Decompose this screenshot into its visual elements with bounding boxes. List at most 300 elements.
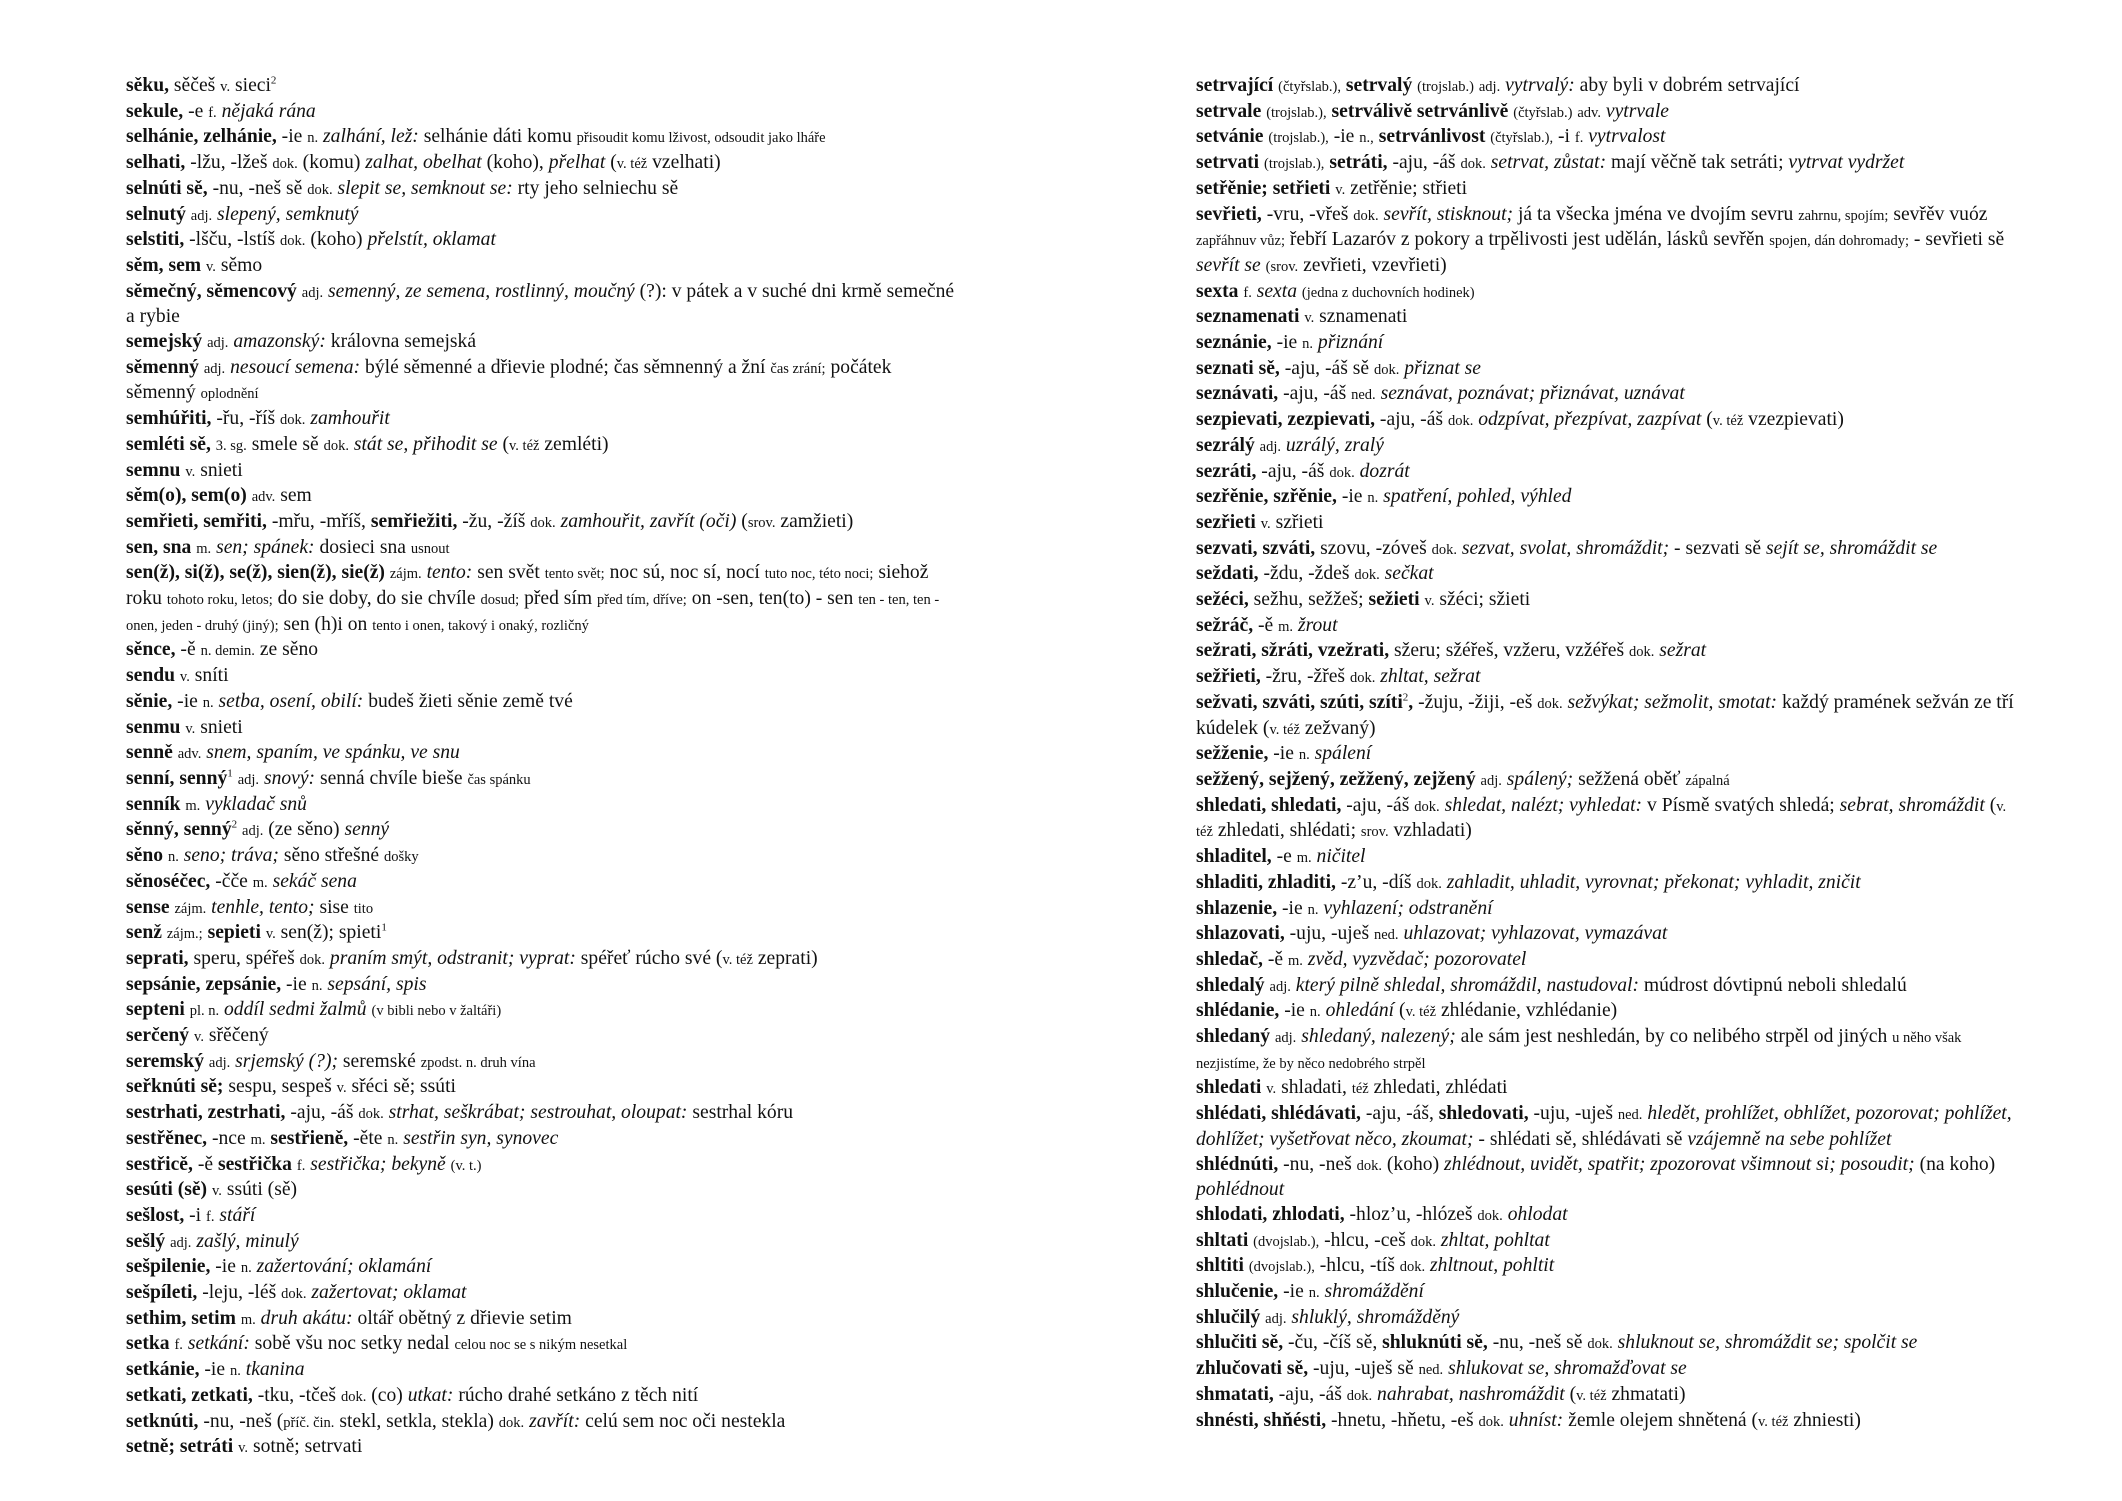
headword: senž xyxy=(126,922,162,944)
entry-text: sřěčený xyxy=(208,1025,269,1047)
headword: sense xyxy=(126,896,170,918)
grammar-note: dok. xyxy=(1447,413,1474,430)
headword: sežženie, xyxy=(1196,743,1269,765)
headword: sezvati, szváti, xyxy=(1196,537,1316,559)
entry-text: -žuju, -žiji, -eš xyxy=(1418,691,1533,713)
definition: seno; tráva; xyxy=(183,845,279,867)
definition: amazonský: xyxy=(233,331,326,353)
dictionary-entry xyxy=(126,1435,956,1461)
grammar-note: tento i onen, takový i onaký, rozličný xyxy=(372,617,589,634)
grammar-note: (v. t.) xyxy=(450,1157,482,1174)
headword: sešlost, xyxy=(126,1204,185,1226)
dictionary-entry xyxy=(126,459,956,485)
headword: senně xyxy=(126,742,173,764)
grammar-note: (trojslab.) xyxy=(1417,79,1474,95)
definition: sestřička; bekyně xyxy=(310,1153,446,1175)
entry-text: (koho) xyxy=(1386,1153,1440,1175)
definition: praním smýt, odstranit; vyprat: xyxy=(329,947,576,969)
definition: snový: xyxy=(263,767,316,789)
grammar-note: dok. xyxy=(307,181,333,198)
entry-text: -ie xyxy=(286,973,307,995)
entry-text: (na koho) xyxy=(1919,1153,1996,1175)
definition: uhníst: xyxy=(1508,1409,1564,1431)
grammar-note: dok. xyxy=(1349,670,1376,687)
definition: zhlédnout, uvidět, spatřit; zpozorovat všimnout si; posoudit; xyxy=(1444,1153,1915,1175)
entry-text: zamžieti) xyxy=(780,510,854,532)
headword: shledati xyxy=(1196,1077,1262,1099)
headword: shledalý xyxy=(1196,974,1265,996)
headword: semřiežiti, xyxy=(370,510,458,532)
headword: sešpilenie, xyxy=(126,1256,211,1278)
definition: nějaká rána xyxy=(221,100,316,122)
grammar-note: dok. xyxy=(281,1286,307,1303)
grammar-note: dok. xyxy=(1354,567,1380,584)
grammar-note: ned. xyxy=(1418,1362,1444,1379)
grammar-note: dok. xyxy=(1356,1157,1382,1174)
grammar-note: dok. xyxy=(1410,1233,1437,1250)
entry-text: szovu, -zóveš xyxy=(1320,537,1427,559)
dictionary-entry xyxy=(126,100,956,126)
entry-text: -nu, -neš xyxy=(1283,1153,1352,1175)
entry-text: sieci xyxy=(235,75,271,96)
grammar-note: ned. xyxy=(1617,1107,1643,1124)
grammar-note: n. xyxy=(1307,901,1319,918)
dictionary-entry xyxy=(126,125,956,151)
entry-text: ale sám jest neshledán, by co nelibého strpěl od jiných xyxy=(1460,1026,1888,1048)
entry-text: ( xyxy=(1399,1000,1406,1022)
headword: seždati, xyxy=(1196,563,1259,585)
grammar-note: adj. xyxy=(301,284,324,301)
definition: sebrat, shromáždit xyxy=(1839,794,1985,816)
definition: shledaný, nalezený; xyxy=(1301,1026,1456,1048)
grammar-note: v. xyxy=(212,1183,222,1200)
entry-text: sníti xyxy=(194,665,229,687)
definition: senný xyxy=(344,819,390,841)
definition: tento: xyxy=(426,562,473,584)
dictionary-entry xyxy=(126,1050,956,1076)
grammar-note: v. též xyxy=(1269,721,1300,738)
dictionary-entry xyxy=(126,74,956,100)
grammar-note: v. též xyxy=(722,951,753,968)
dictionary-entry xyxy=(126,921,956,947)
dictionary-entry xyxy=(1196,1076,2026,1102)
entry-text: snieti xyxy=(200,459,243,481)
entry-text: -ie xyxy=(1283,1281,1304,1303)
definition: zhltat, sežrat xyxy=(1380,666,1481,688)
dictionary-entry xyxy=(1196,485,2026,511)
entry-text: -ěte xyxy=(353,1127,383,1149)
entry-text: ( xyxy=(610,152,617,174)
headword: selnutý xyxy=(126,203,186,225)
entry-text: -hlcu, -tíš xyxy=(1319,1255,1395,1277)
definition: sekáč sena xyxy=(272,870,357,892)
entry-text: -tku, -tčeš xyxy=(257,1384,337,1406)
dictionary-entry xyxy=(1196,408,2026,434)
dictionary-entry xyxy=(126,407,956,433)
dictionary-entry xyxy=(126,1255,956,1281)
grammar-note: v. xyxy=(1266,1081,1277,1098)
grammar-note: adj. xyxy=(1480,772,1502,789)
entry-text: noc sú, noc sí, nocí xyxy=(609,562,760,584)
definition: přiznání xyxy=(1317,332,1384,354)
dictionary-entry xyxy=(126,1307,956,1333)
definition: který pilně shledal, shromáždil, nastudoval: xyxy=(1295,974,1639,996)
entry-text: každý pramének sežván ze tří kúdelek ( xyxy=(1196,691,2014,739)
dictionary-entry xyxy=(126,1410,956,1436)
dictionary-entry xyxy=(126,664,956,690)
entry-text: před sím xyxy=(524,588,593,610)
dictionary-entry xyxy=(1196,1102,2026,1152)
entry-text: sestrhal kóru xyxy=(692,1102,794,1124)
grammar-note: adj. xyxy=(1274,1030,1297,1047)
dictionary-entry xyxy=(1196,382,2026,408)
dictionary-entry xyxy=(126,254,956,280)
definition: zahladit, uhladit, vyrovnat; překonat; vyhladit, zničit xyxy=(1446,871,1861,893)
entry-text: -ie xyxy=(1284,1000,1305,1022)
definition: zalhat, obelhat xyxy=(365,152,482,174)
entry-text: -e xyxy=(188,100,204,122)
entry-text: sžeru; sžéřeš, vzžeru, vzžéřeš xyxy=(1394,640,1625,662)
entry-text: shladati, xyxy=(1281,1077,1347,1099)
grammar-note: před tím, dříve; xyxy=(597,592,687,609)
entry-text: mají věčně tak setráti; xyxy=(1611,152,1784,174)
entry-text: (komu) xyxy=(302,152,361,174)
entry-text: -nu, -neš ( xyxy=(203,1410,284,1432)
definition: setba, osení, obilí: xyxy=(218,690,364,712)
entry-text: -hlcu, -ceš xyxy=(1324,1229,1406,1251)
entry-text: dosieci sna xyxy=(319,536,406,558)
grammar-note: příč. čin. xyxy=(283,1414,335,1431)
dictionary-entry xyxy=(126,484,956,510)
entry-text: sěmo xyxy=(220,254,263,276)
dictionary-entry xyxy=(126,1075,956,1101)
superscript-index: 2 xyxy=(270,74,277,87)
dictionary-entry xyxy=(1196,794,2026,845)
headword: sěnoséčec, xyxy=(126,870,211,892)
entry-text: aby byli v dobrém setrvající xyxy=(1579,75,1800,96)
definition: semenný, ze semena, rostlinný, moučný xyxy=(328,280,635,302)
grammar-note: n. xyxy=(167,849,179,866)
headword: sestřicě, xyxy=(126,1153,193,1175)
headword: sen(ž), si(ž), se(ž), sien(ž), sie(ž) xyxy=(126,562,385,584)
definition: ničitel xyxy=(1316,846,1366,868)
definition: zvěd, vyzvědač; pozorovatel xyxy=(1307,948,1527,970)
headword: setrvánlivost xyxy=(1378,126,1486,148)
headword: sexta xyxy=(1196,280,1239,302)
headword: seřknúti sě; xyxy=(126,1076,224,1098)
entry-text: -aju, -áš xyxy=(290,1102,354,1124)
headword: sěku, xyxy=(126,75,170,96)
headword: shltiti xyxy=(1196,1255,1244,1277)
entry-text: -hloz’u, -hlózeš xyxy=(1349,1203,1473,1225)
definition: přelstít, oklamat xyxy=(367,229,496,251)
headword: sežvati, szváti, szúti, szíti xyxy=(1196,691,1403,713)
entry-text: múdrost dóvtipnú neboli shledalú xyxy=(1643,974,1907,996)
definition: přiznat se xyxy=(1404,357,1481,379)
entry-text: -aju, -áš xyxy=(1346,794,1410,816)
definition: uhlazovat; vyhlazovat, vymazávat xyxy=(1403,923,1668,945)
dictionary-entry xyxy=(1196,434,2026,460)
entry-text: sěno střešné xyxy=(283,845,380,867)
definition: vzájemně na sebe pohlížet xyxy=(1687,1128,1892,1150)
entry-text: -ě xyxy=(1267,948,1284,970)
grammar-note: adj. xyxy=(207,335,229,352)
entry-text: selhánie dáti komu xyxy=(423,126,572,148)
definition: sevřít, stisknout; xyxy=(1383,203,1514,225)
entry-text: -leju, -léš xyxy=(202,1282,277,1304)
headword: setrvale xyxy=(1196,100,1262,122)
grammar-note: dosud; xyxy=(480,592,520,609)
dictionary-entry xyxy=(126,1178,956,1204)
entry-text: -i xyxy=(1557,126,1570,148)
dictionary-entry xyxy=(1196,614,2026,640)
definition: spálení xyxy=(1314,743,1372,765)
entry-text: sevřěv vuóz xyxy=(1893,203,1988,225)
entry-text: zevřieti, vzevřieti) xyxy=(1303,254,1447,276)
definition: setkání: xyxy=(187,1333,250,1355)
grammar-note: dok. xyxy=(323,437,349,454)
entry-text: -ie xyxy=(177,690,198,712)
grammar-note: f. xyxy=(174,1337,183,1354)
definition: zažertovat; oklamat xyxy=(311,1282,467,1304)
entry-text: (ze sěno) xyxy=(268,819,340,841)
headword: shledati, shledati, xyxy=(1196,794,1342,816)
grammar-note: zájm. xyxy=(389,566,422,583)
entry-text: -uju, -uješ xyxy=(1533,1103,1613,1125)
grammar-note: n., xyxy=(1359,130,1374,147)
dictionary-entry xyxy=(1196,1409,2026,1435)
headword: sen, sna xyxy=(126,536,192,558)
grammar-note: dok. xyxy=(272,156,298,173)
entry-text: já ta všecka jména ve dvojím sevru xyxy=(1517,203,1794,225)
grammar-note: v. xyxy=(206,258,216,275)
definition: vytrvalý: xyxy=(1505,75,1575,96)
grammar-note: srov. xyxy=(1360,824,1389,841)
entry-text: v Písmě svatých shledá; xyxy=(1647,794,1835,816)
headword: sěmenný xyxy=(126,356,199,378)
entry-text: řebří Lazaróv z pokory a trpělivosti jest udělán, lásků sevřěn xyxy=(1289,229,1765,251)
grammar-note: m. xyxy=(240,1311,256,1328)
definition: žrout xyxy=(1297,614,1338,636)
headword: setknúti, xyxy=(126,1410,199,1432)
headword: shledovati, xyxy=(1438,1103,1529,1125)
entry-text: ( xyxy=(1989,794,1997,816)
grammar-note: dok. xyxy=(1353,207,1379,224)
definition: nahrabat, nashromáždit xyxy=(1377,1383,1565,1405)
entry-text: -nce xyxy=(211,1127,246,1149)
grammar-note: v. též xyxy=(508,437,540,454)
definition: sejít se, shromáždit se xyxy=(1765,537,1938,559)
definition: zhltat, pohltat xyxy=(1440,1229,1550,1251)
grammar-note: v. xyxy=(1424,593,1435,610)
definition: pohlédnout xyxy=(1196,1179,1285,1201)
entry-text: - sezvati sě xyxy=(1674,537,1762,559)
headword: setřěnie; setřieti xyxy=(1196,177,1331,199)
headword: seprati, xyxy=(126,947,189,969)
headword: shlodati, zhlodati, xyxy=(1196,1203,1345,1225)
grammar-note: adj. xyxy=(1259,438,1282,455)
definition: vytrvalost xyxy=(1588,126,1666,148)
definition: stát se, přihodit se xyxy=(353,433,498,455)
grammar-note: (čtyřslab.), xyxy=(1278,79,1341,95)
headword: selhánie, zelhánie, xyxy=(126,126,277,148)
dictionary-entry xyxy=(126,1127,956,1153)
entry-text: -čče xyxy=(215,870,248,892)
definition: sestřin syn, synovec xyxy=(403,1127,559,1149)
entry-text: -žu, -žíš xyxy=(462,510,526,532)
definition: vytrvale xyxy=(1605,100,1669,122)
headword: semejský xyxy=(126,331,203,353)
entry-text: snieti xyxy=(200,716,243,738)
grammar-note: tohoto roku, letos; xyxy=(166,592,273,609)
entry-text: sen svět xyxy=(477,562,540,584)
grammar-note: tento svět; xyxy=(544,566,605,583)
grammar-note: m. xyxy=(185,797,201,814)
grammar-note: n. xyxy=(311,977,323,994)
grammar-note: dok. xyxy=(1399,1259,1426,1276)
grammar-note: n. demin. xyxy=(200,643,255,660)
dictionary-entry xyxy=(1196,948,2026,974)
dictionary-entry xyxy=(126,973,956,999)
headword: seznamenati xyxy=(1196,306,1300,328)
headword: setrvati xyxy=(1196,152,1260,174)
grammar-note: v. xyxy=(179,669,190,686)
entry-text: on -sen, ten(to) - sen xyxy=(691,588,854,610)
dictionary-entry xyxy=(126,870,956,896)
headword: seznávati, xyxy=(1196,383,1279,405)
definition: zamhouřit xyxy=(310,408,390,430)
grammar-note: dok. xyxy=(299,951,325,968)
dictionary-entry xyxy=(1196,511,2026,537)
entry-text: ssúti (sě) xyxy=(226,1179,298,1201)
definition: dozrát xyxy=(1359,460,1410,482)
definition: srjemský (?); xyxy=(235,1050,339,1072)
entry-text: (koho), xyxy=(486,152,544,174)
entry-text: -ie xyxy=(215,1256,236,1278)
dictionary-entry xyxy=(1196,1254,2026,1280)
grammar-note: v. xyxy=(220,79,231,95)
entry-text: sen (h)i on xyxy=(283,613,368,635)
entry-text: sespu, sespeš xyxy=(228,1076,332,1098)
entry-text: žemle olejem shnětená ( xyxy=(1568,1409,1758,1431)
right-column xyxy=(1196,74,2026,1434)
grammar-note: adj. xyxy=(1265,1310,1287,1327)
grammar-note: dok. xyxy=(1416,875,1442,892)
dictionary-entry xyxy=(1196,280,2026,306)
headword: shlučenie, xyxy=(1196,1281,1279,1303)
headword: shlédati, shlédávati, xyxy=(1196,1103,1361,1125)
entry-text: sem xyxy=(280,485,312,507)
grammar-note: (v bibli nebo v žaltáři) xyxy=(371,1003,502,1020)
grammar-note: f. xyxy=(1243,284,1252,301)
headword: setrválivě setrvánlivě xyxy=(1331,100,1509,122)
definition: setrvat, zůstat: xyxy=(1490,152,1607,174)
entry-text: -ie xyxy=(1341,486,1363,508)
headword: selhati, xyxy=(126,152,186,174)
dictionary-entry xyxy=(1196,100,2026,126)
entry-text: -aju, -áš, xyxy=(1365,1103,1434,1125)
definition: zhltnout, pohltit xyxy=(1430,1255,1555,1277)
grammar-note: adj. xyxy=(237,771,260,788)
definition: oddíl sedmi žalmů xyxy=(224,999,367,1021)
dictionary-entry xyxy=(126,844,956,870)
headword: sesúti (sě) xyxy=(126,1179,208,1201)
headword: sežéci, xyxy=(1196,589,1249,611)
headword: shlazovati, xyxy=(1196,923,1285,945)
entry-text: (?): v pátek a v suché dni krmě semečné a rybie xyxy=(126,280,955,328)
entry-text: -z’u, -díš xyxy=(1340,871,1412,893)
headword: zhlučovati sě, xyxy=(1196,1358,1309,1380)
grammar-note: m. xyxy=(252,874,268,891)
entry-text: zemléti) xyxy=(544,433,609,455)
entry-text: -ie xyxy=(1276,332,1298,354)
entry-text: -ie xyxy=(204,1359,226,1381)
headword: setně; setráti xyxy=(126,1436,234,1458)
entry-text: sznamenati xyxy=(1319,306,1408,328)
headword: setkánie, xyxy=(126,1359,200,1381)
dictionary-entry xyxy=(126,177,956,203)
dictionary-entry xyxy=(126,1204,956,1230)
dictionary-entry xyxy=(1196,1153,2026,1203)
dictionary-entry xyxy=(126,741,956,767)
entry-text: -aju, -áš xyxy=(1283,383,1347,405)
headword: setka xyxy=(126,1333,170,1355)
dictionary-entry xyxy=(126,947,956,973)
definition: sepsání, spis xyxy=(327,973,427,995)
entry-text: -ě xyxy=(180,639,196,661)
entry-text: sěčeš xyxy=(173,75,216,96)
definition: slepený, semknutý xyxy=(217,203,359,225)
grammar-note: celou noc se s nikým nesetkal xyxy=(454,1337,628,1354)
headword: shluknúti sě, xyxy=(1382,1332,1488,1354)
grammar-note: v. xyxy=(1335,181,1346,198)
grammar-note: dok. xyxy=(1373,361,1400,378)
dictionary-entry xyxy=(1196,1357,2026,1383)
grammar-note: usnout xyxy=(410,540,450,557)
headword: senmu xyxy=(126,716,181,738)
dictionary-entry xyxy=(1196,177,2026,203)
grammar-note: n. xyxy=(387,1131,399,1148)
headword: setráti, xyxy=(1329,152,1388,174)
dictionary-entry xyxy=(1196,203,2026,280)
entry-text: ( xyxy=(1706,409,1713,431)
definition: druh akátu: xyxy=(260,1307,353,1329)
entry-text: vzezpievati) xyxy=(1748,409,1844,431)
headword: shledaný xyxy=(1196,1026,1271,1048)
grammar-note: dok. xyxy=(1414,798,1440,815)
dictionary-entry xyxy=(1196,562,2026,588)
grammar-note: v. xyxy=(1304,310,1315,327)
definition: seznávat, poznávat; přiznávat, uznávat xyxy=(1380,383,1685,405)
grammar-note: n. xyxy=(240,1260,252,1277)
dictionary-entry xyxy=(126,561,956,638)
headword: sepieti xyxy=(207,922,261,944)
dictionary-entry xyxy=(126,356,956,407)
grammar-note: adv. xyxy=(1577,104,1601,121)
definition: odzpívat, přezpívat, zazpívat xyxy=(1478,409,1702,431)
entry-text: -e xyxy=(1276,846,1292,868)
definition: strhat, seškrábat; sestrouhat, oloupat: xyxy=(388,1102,688,1124)
dictionary-entry xyxy=(1196,768,2026,794)
definition: uzrálý, zralý xyxy=(1285,434,1384,456)
grammar-note: (srov. xyxy=(1265,258,1299,275)
grammar-note: zpodst. n. druh vína xyxy=(420,1054,536,1071)
grammar-note: dok. xyxy=(1629,644,1655,661)
definition: hledět, prohlížet, obhlížet, pozorovat; pohlížet, dohlížet; vyšetřovat něco, zkoumat; xyxy=(1196,1103,2012,1150)
headword: sekule, xyxy=(126,100,184,122)
grammar-note: (jedna z duchovních hodinek) xyxy=(1301,284,1475,301)
headword: setrvající xyxy=(1196,75,1274,96)
